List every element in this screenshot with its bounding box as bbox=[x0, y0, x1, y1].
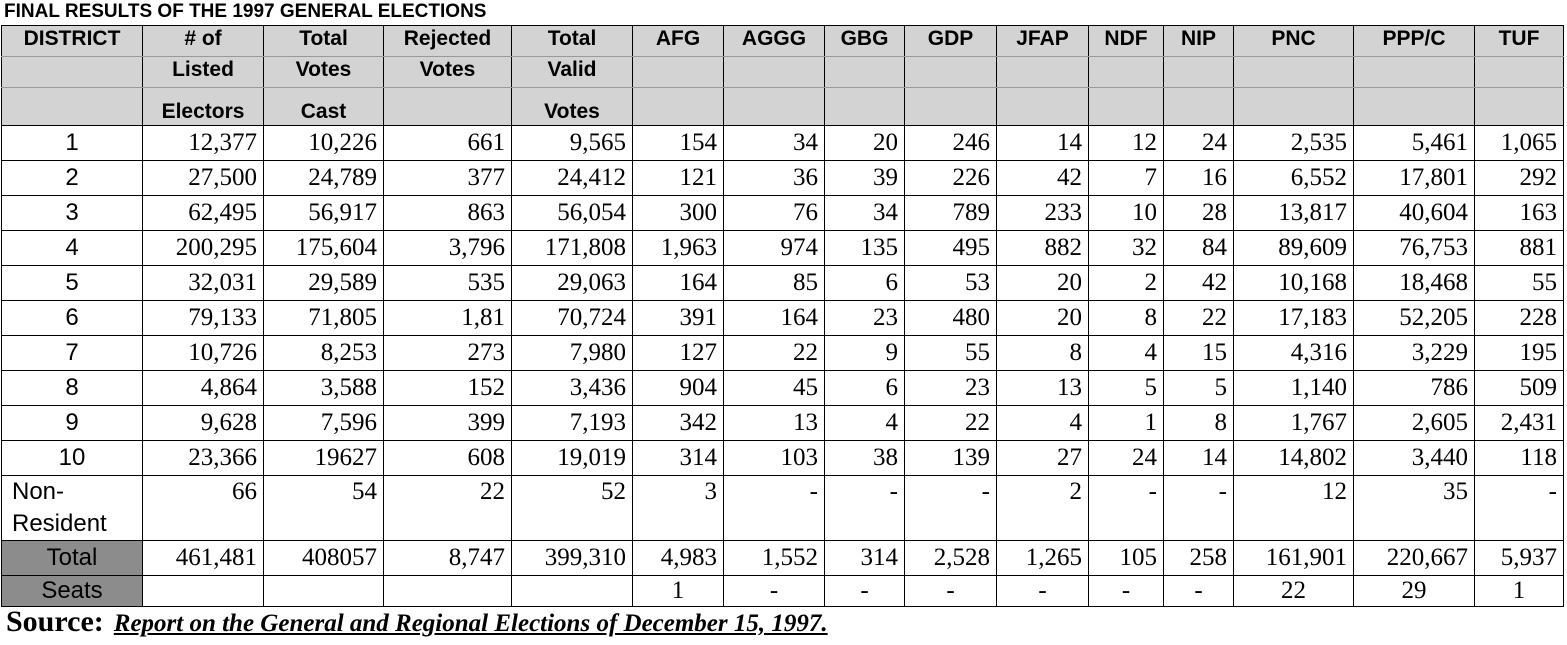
value-cell: 863 bbox=[384, 196, 512, 231]
column-header: NIP bbox=[1164, 26, 1234, 57]
column-header bbox=[724, 57, 825, 88]
value-cell: 2,605 bbox=[1354, 406, 1475, 441]
value-cell: 32,031 bbox=[143, 266, 264, 301]
value-cell: 70,724 bbox=[512, 301, 633, 336]
value-cell: 2 bbox=[997, 476, 1089, 541]
seats-value-cell bbox=[512, 576, 633, 607]
value-cell: 608 bbox=[384, 441, 512, 476]
table-row bbox=[2, 336, 1564, 371]
column-header: NDF bbox=[1089, 26, 1164, 57]
value-cell: 12 bbox=[1234, 476, 1354, 541]
value-cell: 20 bbox=[825, 126, 905, 161]
district-cell: 7 bbox=[2, 336, 143, 371]
column-header bbox=[997, 57, 1089, 88]
value-cell: 56,054 bbox=[512, 196, 633, 231]
value-cell: 1,963 bbox=[633, 231, 724, 266]
value-cell: 13,817 bbox=[1234, 196, 1354, 231]
table-row bbox=[2, 196, 1564, 231]
value-cell: 127 bbox=[633, 336, 724, 371]
value-cell: 66 bbox=[143, 476, 264, 541]
source-citation: Report on the General and Regional Elections of December 15, 1997. bbox=[113, 610, 828, 637]
value-cell: 904 bbox=[633, 371, 724, 406]
value-cell: 5 bbox=[1164, 371, 1234, 406]
district-cell: 5 bbox=[2, 266, 143, 301]
value-cell: 8 bbox=[1089, 301, 1164, 336]
value-cell: 71,805 bbox=[264, 301, 384, 336]
column-header: PPP/C bbox=[1354, 26, 1475, 57]
value-cell: 495 bbox=[905, 231, 997, 266]
value-cell: 24,412 bbox=[512, 161, 633, 196]
column-header bbox=[825, 88, 905, 126]
value-cell: 1,81 bbox=[384, 301, 512, 336]
value-cell: 118 bbox=[1475, 441, 1564, 476]
total-value-cell: 8,747 bbox=[384, 541, 512, 576]
value-cell: 3,229 bbox=[1354, 336, 1475, 371]
value-cell: 273 bbox=[384, 336, 512, 371]
column-header: AFG bbox=[633, 26, 724, 57]
value-cell: 103 bbox=[724, 441, 825, 476]
source-label: Source: bbox=[6, 605, 104, 638]
non-resident-label-line: Non- bbox=[12, 478, 65, 505]
total-value-cell: 1,265 bbox=[997, 541, 1089, 576]
seats-value-cell: - bbox=[825, 576, 905, 607]
value-cell: - bbox=[905, 476, 997, 541]
district-cell: 1 bbox=[2, 126, 143, 161]
total-value-cell: 1,552 bbox=[724, 541, 825, 576]
value-cell: 9,628 bbox=[143, 406, 264, 441]
value-cell: 24 bbox=[1089, 441, 1164, 476]
total-value-cell: 314 bbox=[825, 541, 905, 576]
value-cell: 89,609 bbox=[1234, 231, 1354, 266]
value-cell: 28 bbox=[1164, 196, 1234, 231]
value-cell: 23,366 bbox=[143, 441, 264, 476]
total-value-cell: 220,667 bbox=[1354, 541, 1475, 576]
value-cell: 7 bbox=[1089, 161, 1164, 196]
column-header bbox=[1089, 88, 1164, 126]
value-cell: 226 bbox=[905, 161, 997, 196]
value-cell: 5,461 bbox=[1354, 126, 1475, 161]
value-cell: 55 bbox=[1475, 266, 1564, 301]
value-cell: 16 bbox=[1164, 161, 1234, 196]
value-cell: 10,226 bbox=[264, 126, 384, 161]
value-cell: 882 bbox=[997, 231, 1089, 266]
value-cell: 246 bbox=[905, 126, 997, 161]
value-cell: 200,295 bbox=[143, 231, 264, 266]
column-header bbox=[724, 88, 825, 126]
value-cell: 480 bbox=[905, 301, 997, 336]
column-header bbox=[633, 57, 724, 88]
total-value-cell: 258 bbox=[1164, 541, 1234, 576]
value-cell: 4 bbox=[1089, 336, 1164, 371]
value-cell: 10,726 bbox=[143, 336, 264, 371]
value-cell: 55 bbox=[905, 336, 997, 371]
value-cell: 14 bbox=[1164, 441, 1234, 476]
column-header: DISTRICT bbox=[2, 26, 143, 57]
value-cell: 40,604 bbox=[1354, 196, 1475, 231]
value-cell: 22 bbox=[1164, 301, 1234, 336]
value-cell: 300 bbox=[633, 196, 724, 231]
value-cell: 154 bbox=[633, 126, 724, 161]
district-cell: 6 bbox=[2, 301, 143, 336]
value-cell: 509 bbox=[1475, 371, 1564, 406]
column-header bbox=[1234, 57, 1354, 88]
value-cell: 76,753 bbox=[1354, 231, 1475, 266]
value-cell: 881 bbox=[1475, 231, 1564, 266]
total-value-cell: 161,901 bbox=[1234, 541, 1354, 576]
value-cell: 17,801 bbox=[1354, 161, 1475, 196]
header-row bbox=[2, 57, 1564, 88]
seats-value-cell: - bbox=[997, 576, 1089, 607]
value-cell: 76 bbox=[724, 196, 825, 231]
district-cell: 4 bbox=[2, 231, 143, 266]
seats-label: Seats bbox=[2, 576, 143, 607]
value-cell: 7,193 bbox=[512, 406, 633, 441]
value-cell: 35 bbox=[1354, 476, 1475, 541]
value-cell: 34 bbox=[825, 196, 905, 231]
value-cell: 10 bbox=[1089, 196, 1164, 231]
value-cell: 42 bbox=[997, 161, 1089, 196]
value-cell: 3 bbox=[633, 476, 724, 541]
value-cell: 2,535 bbox=[1234, 126, 1354, 161]
seats-value-cell: - bbox=[1089, 576, 1164, 607]
value-cell: 2 bbox=[1089, 266, 1164, 301]
column-header bbox=[1164, 88, 1234, 126]
value-cell: 14 bbox=[997, 126, 1089, 161]
value-cell: 8 bbox=[997, 336, 1089, 371]
value-cell: 38 bbox=[825, 441, 905, 476]
value-cell: 3,796 bbox=[384, 231, 512, 266]
table-row bbox=[2, 371, 1564, 406]
value-cell: 84 bbox=[1164, 231, 1234, 266]
value-cell: 7,980 bbox=[512, 336, 633, 371]
seats-value-cell: - bbox=[905, 576, 997, 607]
value-cell: 3,436 bbox=[512, 371, 633, 406]
column-header: Cast bbox=[264, 88, 384, 126]
value-cell: 23 bbox=[825, 301, 905, 336]
column-header: GBG bbox=[825, 26, 905, 57]
value-cell: 6 bbox=[825, 266, 905, 301]
value-cell: 52,205 bbox=[1354, 301, 1475, 336]
value-cell: 22 bbox=[724, 336, 825, 371]
value-cell: 36 bbox=[724, 161, 825, 196]
value-cell: 171,808 bbox=[512, 231, 633, 266]
column-header: JFAP bbox=[997, 26, 1089, 57]
table-row bbox=[2, 231, 1564, 266]
district-cell: 3 bbox=[2, 196, 143, 231]
column-header: Rejected bbox=[384, 26, 512, 57]
table-row bbox=[2, 126, 1564, 161]
seats-value-cell bbox=[384, 576, 512, 607]
value-cell: 19,019 bbox=[512, 441, 633, 476]
value-cell: 34 bbox=[724, 126, 825, 161]
value-cell: 292 bbox=[1475, 161, 1564, 196]
value-cell: 42 bbox=[1164, 266, 1234, 301]
value-cell: - bbox=[1475, 476, 1564, 541]
value-cell: 53 bbox=[905, 266, 997, 301]
total-value-cell: 4,983 bbox=[633, 541, 724, 576]
non-resident-label-line: Resident bbox=[12, 510, 107, 537]
column-header bbox=[1354, 88, 1475, 126]
value-cell: 9,565 bbox=[512, 126, 633, 161]
value-cell: 391 bbox=[633, 301, 724, 336]
value-cell: 121 bbox=[633, 161, 724, 196]
column-header bbox=[633, 88, 724, 126]
column-header: Votes bbox=[384, 57, 512, 88]
value-cell: 24 bbox=[1164, 126, 1234, 161]
value-cell: - bbox=[1089, 476, 1164, 541]
value-cell: - bbox=[825, 476, 905, 541]
value-cell: 52 bbox=[512, 476, 633, 541]
value-cell: 233 bbox=[997, 196, 1089, 231]
district-cell: 9 bbox=[2, 406, 143, 441]
value-cell: 195 bbox=[1475, 336, 1564, 371]
value-cell: 6 bbox=[825, 371, 905, 406]
value-cell: 27 bbox=[997, 441, 1089, 476]
column-header: GDP bbox=[905, 26, 997, 57]
column-header bbox=[997, 88, 1089, 126]
value-cell: 164 bbox=[724, 301, 825, 336]
column-header bbox=[825, 57, 905, 88]
column-header: Total bbox=[264, 26, 384, 57]
header-row bbox=[2, 26, 1564, 57]
value-cell: 3,440 bbox=[1354, 441, 1475, 476]
total-value-cell: 399,310 bbox=[512, 541, 633, 576]
value-cell: 152 bbox=[384, 371, 512, 406]
value-cell: 5 bbox=[1089, 371, 1164, 406]
total-label: Total bbox=[2, 541, 143, 576]
value-cell: 4 bbox=[997, 406, 1089, 441]
value-cell: 20 bbox=[997, 266, 1089, 301]
value-cell: 39 bbox=[825, 161, 905, 196]
value-cell: 14,802 bbox=[1234, 441, 1354, 476]
value-cell: 27,500 bbox=[143, 161, 264, 196]
value-cell: 9 bbox=[825, 336, 905, 371]
column-header: PNC bbox=[1234, 26, 1354, 57]
total-value-cell: 5,937 bbox=[1475, 541, 1564, 576]
seats-value-cell: 1 bbox=[1475, 576, 1564, 607]
value-cell: 18,468 bbox=[1354, 266, 1475, 301]
value-cell: 22 bbox=[384, 476, 512, 541]
non-resident-row bbox=[2, 476, 1564, 541]
value-cell: 12 bbox=[1089, 126, 1164, 161]
column-header bbox=[1234, 88, 1354, 126]
value-cell: 974 bbox=[724, 231, 825, 266]
seats-value-cell: 29 bbox=[1354, 576, 1475, 607]
election-results-table bbox=[1, 25, 1564, 607]
total-value-cell: 461,481 bbox=[143, 541, 264, 576]
value-cell: - bbox=[724, 476, 825, 541]
value-cell: 7,596 bbox=[264, 406, 384, 441]
seats-value-cell: 1 bbox=[633, 576, 724, 607]
column-header bbox=[1354, 57, 1475, 88]
value-cell: 8,253 bbox=[264, 336, 384, 371]
value-cell: 163 bbox=[1475, 196, 1564, 231]
column-header: Valid bbox=[512, 57, 633, 88]
table-row bbox=[2, 441, 1564, 476]
seats-value-cell bbox=[143, 576, 264, 607]
column-header: Electors bbox=[143, 88, 264, 126]
page-title: FINAL RESULTS OF THE 1997 GENERAL ELECTIONS bbox=[4, 1, 487, 22]
value-cell: 32 bbox=[1089, 231, 1164, 266]
column-header bbox=[384, 88, 512, 126]
total-value-cell: 105 bbox=[1089, 541, 1164, 576]
column-header bbox=[2, 57, 143, 88]
value-cell: 24,789 bbox=[264, 161, 384, 196]
total-value-cell: 408057 bbox=[264, 541, 384, 576]
value-cell: 377 bbox=[384, 161, 512, 196]
value-cell: 8 bbox=[1164, 406, 1234, 441]
value-cell: 164 bbox=[633, 266, 724, 301]
value-cell: 15 bbox=[1164, 336, 1234, 371]
value-cell: 29,063 bbox=[512, 266, 633, 301]
value-cell: 1,065 bbox=[1475, 126, 1564, 161]
value-cell: 661 bbox=[384, 126, 512, 161]
value-cell: 789 bbox=[905, 196, 997, 231]
value-cell: 4 bbox=[825, 406, 905, 441]
value-cell: 6,552 bbox=[1234, 161, 1354, 196]
value-cell: 45 bbox=[724, 371, 825, 406]
column-header: # of bbox=[143, 26, 264, 57]
seats-value-cell bbox=[264, 576, 384, 607]
value-cell: 29,589 bbox=[264, 266, 384, 301]
value-cell: 13 bbox=[997, 371, 1089, 406]
value-cell: 13 bbox=[724, 406, 825, 441]
value-cell: 19627 bbox=[264, 441, 384, 476]
value-cell: 62,495 bbox=[143, 196, 264, 231]
value-cell: 85 bbox=[724, 266, 825, 301]
value-cell: 3,588 bbox=[264, 371, 384, 406]
table-row bbox=[2, 301, 1564, 336]
column-header bbox=[905, 88, 997, 126]
seats-value-cell: 22 bbox=[1234, 576, 1354, 607]
value-cell: 175,604 bbox=[264, 231, 384, 266]
value-cell: 314 bbox=[633, 441, 724, 476]
table-row bbox=[2, 406, 1564, 441]
district-cell: 10 bbox=[2, 441, 143, 476]
table-row bbox=[2, 161, 1564, 196]
column-header bbox=[905, 57, 997, 88]
value-cell: - bbox=[1164, 476, 1234, 541]
header-row bbox=[2, 88, 1564, 126]
column-header bbox=[1164, 57, 1234, 88]
seats-row bbox=[2, 576, 1564, 607]
value-cell: 4,864 bbox=[143, 371, 264, 406]
value-cell: 1,140 bbox=[1234, 371, 1354, 406]
district-cell: 2 bbox=[2, 161, 143, 196]
value-cell: 12,377 bbox=[143, 126, 264, 161]
value-cell: 20 bbox=[997, 301, 1089, 336]
value-cell: 135 bbox=[825, 231, 905, 266]
value-cell: 54 bbox=[264, 476, 384, 541]
value-cell: 79,133 bbox=[143, 301, 264, 336]
value-cell: 535 bbox=[384, 266, 512, 301]
value-cell: 4,316 bbox=[1234, 336, 1354, 371]
value-cell: 139 bbox=[905, 441, 997, 476]
value-cell: 22 bbox=[905, 406, 997, 441]
value-cell: 399 bbox=[384, 406, 512, 441]
district-cell: 8 bbox=[2, 371, 143, 406]
value-cell: 228 bbox=[1475, 301, 1564, 336]
total-value-cell: 2,528 bbox=[905, 541, 997, 576]
column-header bbox=[1089, 57, 1164, 88]
column-header: Listed bbox=[143, 57, 264, 88]
table-row bbox=[2, 266, 1564, 301]
value-cell: 1,767 bbox=[1234, 406, 1354, 441]
column-header: Votes bbox=[512, 88, 633, 126]
total-row bbox=[2, 541, 1564, 576]
value-cell: 1 bbox=[1089, 406, 1164, 441]
seats-value-cell: - bbox=[1164, 576, 1234, 607]
value-cell: 56,917 bbox=[264, 196, 384, 231]
column-header bbox=[2, 88, 143, 126]
value-cell: 17,183 bbox=[1234, 301, 1354, 336]
seats-value-cell: - bbox=[724, 576, 825, 607]
value-cell: 786 bbox=[1354, 371, 1475, 406]
value-cell: 342 bbox=[633, 406, 724, 441]
column-header: AGGG bbox=[724, 26, 825, 57]
column-header: TUF bbox=[1475, 26, 1564, 57]
column-header bbox=[1475, 57, 1564, 88]
value-cell: 2,431 bbox=[1475, 406, 1564, 441]
column-header bbox=[1475, 88, 1564, 126]
source-note bbox=[6, 604, 828, 645]
column-header: Total bbox=[512, 26, 633, 57]
value-cell: 23 bbox=[905, 371, 997, 406]
column-header: Votes bbox=[264, 57, 384, 88]
value-cell: 10,168 bbox=[1234, 266, 1354, 301]
non-resident-label bbox=[2, 476, 143, 541]
